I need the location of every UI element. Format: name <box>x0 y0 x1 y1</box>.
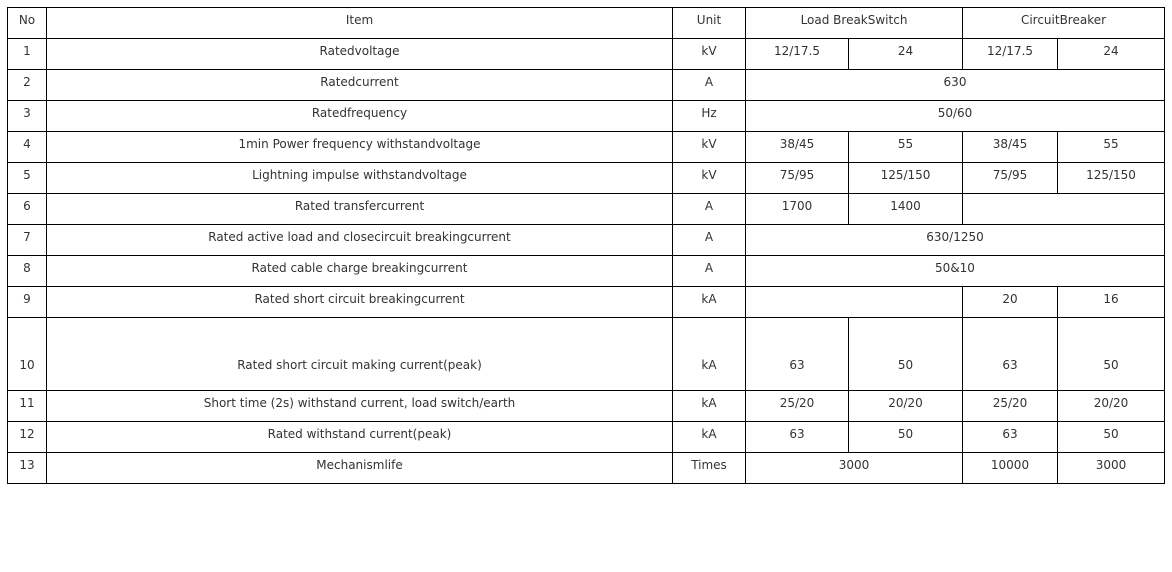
merged-value: 50&10 <box>746 256 1165 287</box>
lbs-value-1: 12/17.5 <box>746 39 849 70</box>
row-no: 5 <box>8 163 47 194</box>
lbs-value-2: 24 <box>849 39 963 70</box>
row-item: Ratedvoltage <box>47 39 673 70</box>
row-item: Rated transfercurrent <box>47 194 673 225</box>
lbs-value-1: 63 <box>746 422 849 453</box>
header-no: No <box>8 8 47 39</box>
row-item: Lightning impulse withstandvoltage <box>47 163 673 194</box>
row-unit: Hz <box>673 101 746 132</box>
row-unit: kA <box>673 391 746 422</box>
table-row <box>8 194 1165 225</box>
merged-value: 630 <box>746 70 1165 101</box>
row-unit: A <box>673 225 746 256</box>
lbs-value-1: 25/20 <box>746 391 849 422</box>
row-no: 2 <box>8 70 47 101</box>
table-row <box>8 132 1165 163</box>
table-row <box>8 391 1165 422</box>
cb-value-1: 63 <box>963 422 1058 453</box>
cb-value-1: 38/45 <box>963 132 1058 163</box>
row-unit: A <box>673 70 746 101</box>
row-unit: kV <box>673 163 746 194</box>
cb-value-2: 50 <box>1058 422 1165 453</box>
lbs-merged-value <box>746 287 963 318</box>
row-item: Rated active load and closecircuit breakingcurrent <box>47 225 673 256</box>
cb-value-1: 10000 <box>963 453 1058 484</box>
row-unit: A <box>673 256 746 287</box>
specifications-table <box>7 7 1165 484</box>
table-row <box>8 256 1165 287</box>
table-row <box>8 287 1165 318</box>
lbs-value-1: 38/45 <box>746 132 849 163</box>
row-no: 6 <box>8 194 47 225</box>
row-item: 1min Power frequency withstandvoltage <box>47 132 673 163</box>
row-item: Ratedcurrent <box>47 70 673 101</box>
cb-merged-value <box>963 194 1165 225</box>
lbs-value-2: 125/150 <box>849 163 963 194</box>
row-item: Rated short circuit breakingcurrent <box>47 287 673 318</box>
cb-value-1: 75/95 <box>963 163 1058 194</box>
row-unit: kA <box>673 318 746 391</box>
row-unit: kV <box>673 132 746 163</box>
row-unit: kA <box>673 287 746 318</box>
merged-value: 50/60 <box>746 101 1165 132</box>
table-row <box>8 70 1165 101</box>
table-row <box>8 225 1165 256</box>
cb-value-2: 125/150 <box>1058 163 1165 194</box>
row-no: 9 <box>8 287 47 318</box>
row-no: 12 <box>8 422 47 453</box>
cb-value-1: 12/17.5 <box>963 39 1058 70</box>
row-item: Rated short circuit making current(peak) <box>47 318 673 391</box>
table-row <box>8 453 1165 484</box>
header-circuit-breaker: CircuitBreaker <box>963 8 1165 39</box>
lbs-value-1: 1700 <box>746 194 849 225</box>
row-unit: Times <box>673 453 746 484</box>
lbs-value-2: 50 <box>849 422 963 453</box>
row-no: 3 <box>8 101 47 132</box>
cb-value-2: 20/20 <box>1058 391 1165 422</box>
table-row <box>8 422 1165 453</box>
cb-value-1: 25/20 <box>963 391 1058 422</box>
header-load-break-switch: Load BreakSwitch <box>746 8 963 39</box>
row-item: Ratedfrequency <box>47 101 673 132</box>
row-unit: A <box>673 194 746 225</box>
row-no: 11 <box>8 391 47 422</box>
row-item: Rated cable charge breakingcurrent <box>47 256 673 287</box>
cb-value-1: 20 <box>963 287 1058 318</box>
lbs-merged-value: 3000 <box>746 453 963 484</box>
row-unit: kV <box>673 39 746 70</box>
row-unit: kA <box>673 422 746 453</box>
cb-value-1: 63 <box>963 318 1058 391</box>
lbs-value-2: 1400 <box>849 194 963 225</box>
merged-value: 630/1250 <box>746 225 1165 256</box>
table-row <box>8 101 1165 132</box>
cb-value-2: 3000 <box>1058 453 1165 484</box>
row-no: 10 <box>8 318 47 391</box>
lbs-value-2: 20/20 <box>849 391 963 422</box>
lbs-value-1: 75/95 <box>746 163 849 194</box>
row-no: 13 <box>8 453 47 484</box>
table-row <box>8 163 1165 194</box>
row-no: 8 <box>8 256 47 287</box>
header-unit: Unit <box>673 8 746 39</box>
table-row <box>8 318 1165 391</box>
lbs-value-1: 63 <box>746 318 849 391</box>
cb-value-2: 55 <box>1058 132 1165 163</box>
table-header-row <box>8 8 1165 39</box>
cb-value-2: 16 <box>1058 287 1165 318</box>
row-item: Mechanismlife <box>47 453 673 484</box>
row-no: 1 <box>8 39 47 70</box>
row-no: 7 <box>8 225 47 256</box>
cb-value-2: 24 <box>1058 39 1165 70</box>
lbs-value-2: 50 <box>849 318 963 391</box>
row-item: Short time (2s) withstand current, load switch/earth <box>47 391 673 422</box>
lbs-value-2: 55 <box>849 132 963 163</box>
header-item: Item <box>47 8 673 39</box>
row-no: 4 <box>8 132 47 163</box>
row-item: Rated withstand current(peak) <box>47 422 673 453</box>
cb-value-2: 50 <box>1058 318 1165 391</box>
table-row <box>8 39 1165 70</box>
